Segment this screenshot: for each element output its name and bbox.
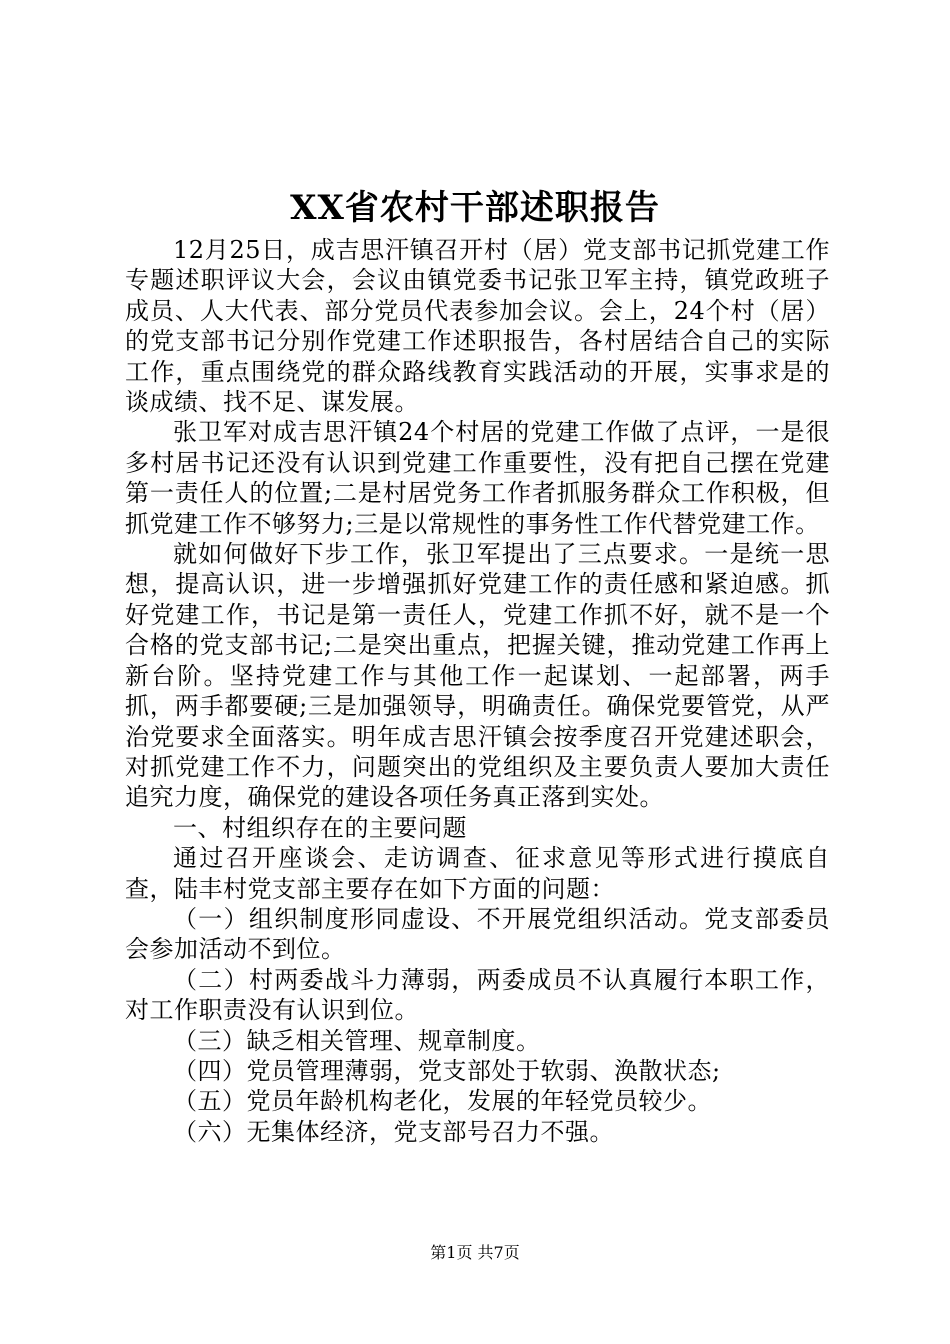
document-body: [125, 235, 830, 1147]
problem-item-4: （四）党员管理薄弱，党支部处于软弱、涣散状态;: [173, 1056, 721, 1085]
problem-item-2: （二）村两委战斗力薄弱，两委成员不认真履行本职工作，对工作职责没有认识到位。: [125, 965, 830, 1025]
problem-item-6: （六）无集体经济，党支部号召力不强。: [173, 1117, 614, 1146]
problem-item-5: （五）党员年龄机构老化，发展的年轻党员较少。: [173, 1087, 712, 1116]
page-footer: 第1页 共7页: [430, 1243, 520, 1262]
paragraph-three-requirements: 就如何做好下步工作，张卫军提出了三点要求。一是统一思想，提高认识，进一步增强抓好党建工作的责任感和紧迫感。抓好党建工作，书记是第一责任人，党建工作抓不好，就不是一个合格的党支部书记;二是突出重点，把握关键，推动党建工作再上新台阶。坚持党建工作与其他工作一起谋划、一起部署，两手抓，两手都要硬;三是加强领导，明确责任。确保党要管党，从严治党要求全面落实。明年成吉思汗镇会按季度召开党建述职会，对抓党建工作不力，问题突出的党组织及主要负责人要加大责任追究力度，确保党的建设各项任务真正落到实处。: [125, 540, 830, 812]
problem-item-1: （一）组织制度形同虚设、不开展党组织活动。党支部委员会参加活动不到位。: [125, 904, 830, 964]
problem-item-3: （三）缺乏相关管理、规章制度。: [173, 1026, 541, 1055]
paragraph-review-comments: 张卫军对成吉思汗镇24个村居的党建工作做了点评，一是很多村居书记还没有认识到党建工作重要性，没有把自己摆在党建第一责任人的位置;二是村居党务工作者抓服务群众工作积极，但抓党建工作不够努力;三是以常规性的事务性工作代替党建工作。: [125, 418, 830, 538]
section-heading-main-problems: 一、村组织存在的主要问题: [173, 813, 467, 842]
paragraph-self-inspection: 通过召开座谈会、走访调查、征求意见等形式进行摸底自查，陆丰村党支部主要存在如下方面的问题：: [125, 844, 830, 903]
document-title: XX省农村干部述职报告: [290, 188, 660, 228]
paragraph-meeting-intro: 12月25日，成吉思汗镇召开村（居）党支部书记抓党建工作专题述职评议大会，会议由镇党委书记张卫军主持，镇党政班子成员、人大代表、部分党员代表参加会议。会上，24个村（居）的党支部书记分别作党建工作述职报告，各村居结合自己的实际工作，重点围绕党的群众路线教育实践活动的开展，实事求是的谈成绩、找不足、谋发展。: [125, 236, 830, 417]
